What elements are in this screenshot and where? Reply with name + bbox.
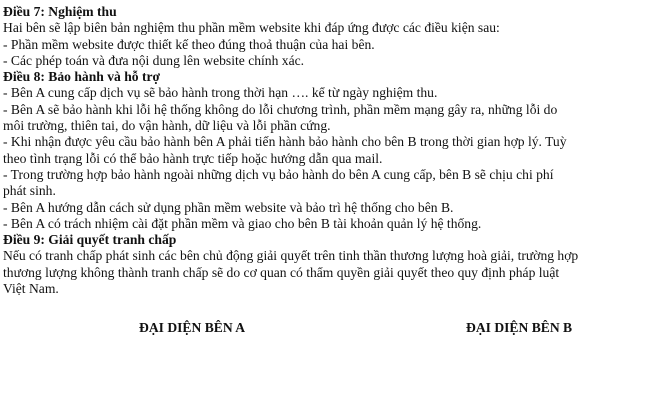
article-9-heading: Điều 9: Giải quyết tranh chấp [3,232,177,248]
article-8-line: - Trong trường hợp bảo hành ngoài những dịch vụ bảo hành do bên A cung cấp, bên B sẽ chịu chi phí [3,166,554,182]
party-a-signature-label: ĐẠI DIỆN BÊN A [139,320,246,335]
article-7-item: - Phần mềm website được thiết kế theo đúng thoả thuận của hai bên. [3,36,375,52]
article-8-line: theo tình trạng lỗi có thể bảo hành trực tiếp hoặc hướng dẫn qua mail. [3,150,383,166]
party-b-signature-label: ĐẠI DIỆN BÊN B [466,320,573,335]
article-8-line: - Khi nhận được yêu cầu bảo hành bên A phải tiến hành bảo hành cho bên B trong thời gian hợp lý. Tuỳ [3,134,567,150]
signature-block [0,320,650,340]
article-7-intro: Hai bên sẽ lập biên bản nghiệm thu phần mềm website khi đáp ứng được các điều kiện sau: [3,20,500,36]
article-7 [3,4,643,69]
article-9-line: Nếu có tranh chấp phát sinh các bên chủ động giải quyết trên tinh thần thương lượng hoà giải, trường hợp [3,248,579,264]
article-7-item: - Các phép toán và đưa nội dung lên website chính xác. [3,52,305,68]
article-9-line: Việt Nam. [3,281,59,297]
contract-document [3,4,643,297]
article-8-line: phát sinh. [3,183,56,199]
article-7-heading: Điều 7: Nghiệm thu [3,4,117,19]
article-8-line: - Bên A hướng dẫn cách sử dụng phần mềm website và bảo trì hệ thống cho bên B. [3,199,454,215]
article-8-line: - Bên A có trách nhiệm cài đặt phần mềm và giao cho bên B tài khoản quản lý hệ thống. [3,215,482,231]
article-9 [3,232,643,297]
article-8-line: - Bên A sẽ bảo hành khi lỗi hệ thống không do lỗi chương trình, phần mềm mạng gây ra, những lỗi do [3,101,558,117]
article-8 [3,69,643,232]
article-9-line: thương lượng không thành tranh chấp sẽ do cơ quan có thẩm quyền giải quyết theo quy định pháp luật [3,264,560,280]
article-8-line: - Bên A cung cấp dịch vụ sẽ bảo hành trong thời hạn …. kể từ ngày nghiệm thu. [3,85,438,101]
article-8-line: môi trường, thiên tai, do vận hành, dữ liệu và lỗi phần cứng. [3,118,331,134]
article-8-heading: Điều 8: Bảo hành và hỗ trợ [3,69,161,85]
